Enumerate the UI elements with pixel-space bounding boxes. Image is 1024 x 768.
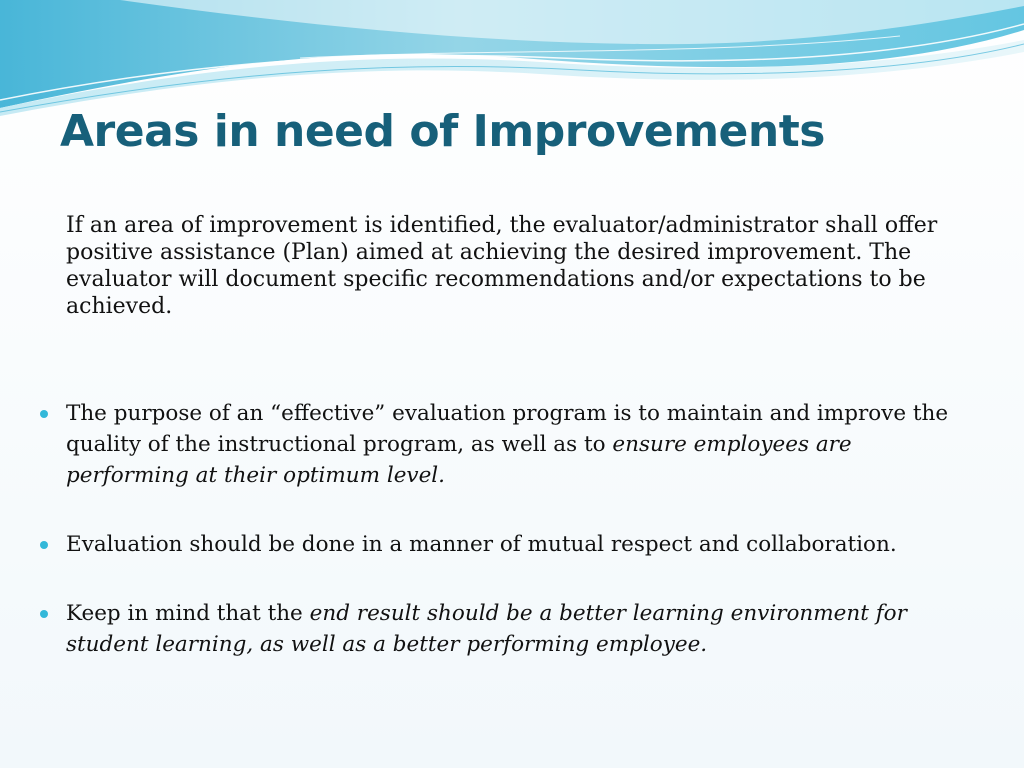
bullet-list	[40, 398, 960, 698]
bullet-item	[40, 598, 960, 660]
bullet-item	[40, 529, 960, 560]
intro-paragraph: If an area of improvement is identified, the evaluator/administrator shall offer positive assistance (Plan) aimed at achieving the desired improvement. The evaluator will document specific recommendations and/or expectations to be achieved.	[66, 213, 938, 319]
bullet-icon	[40, 610, 48, 618]
bullet-text-plain: Keep in mind that the	[66, 601, 310, 626]
bullet-text-italic: ensure employees are performing at their optimum level.	[66, 432, 852, 488]
bullet-text-plain: The purpose of an “effective” evaluation program is to maintain and improve the quality of the instructional program, as well as to	[66, 401, 949, 457]
bullet-icon	[40, 541, 48, 549]
bullet-text-italic: end result should be a better learning environment for student learning, as well as a better performing employee.	[66, 601, 907, 657]
slide-title: Areas in need of Improvements	[60, 106, 825, 157]
bullet-item	[40, 398, 960, 491]
bullet-icon	[40, 410, 48, 418]
bullet-text-plain: Evaluation should be done in a manner of mutual respect and collaboration.	[66, 532, 897, 557]
